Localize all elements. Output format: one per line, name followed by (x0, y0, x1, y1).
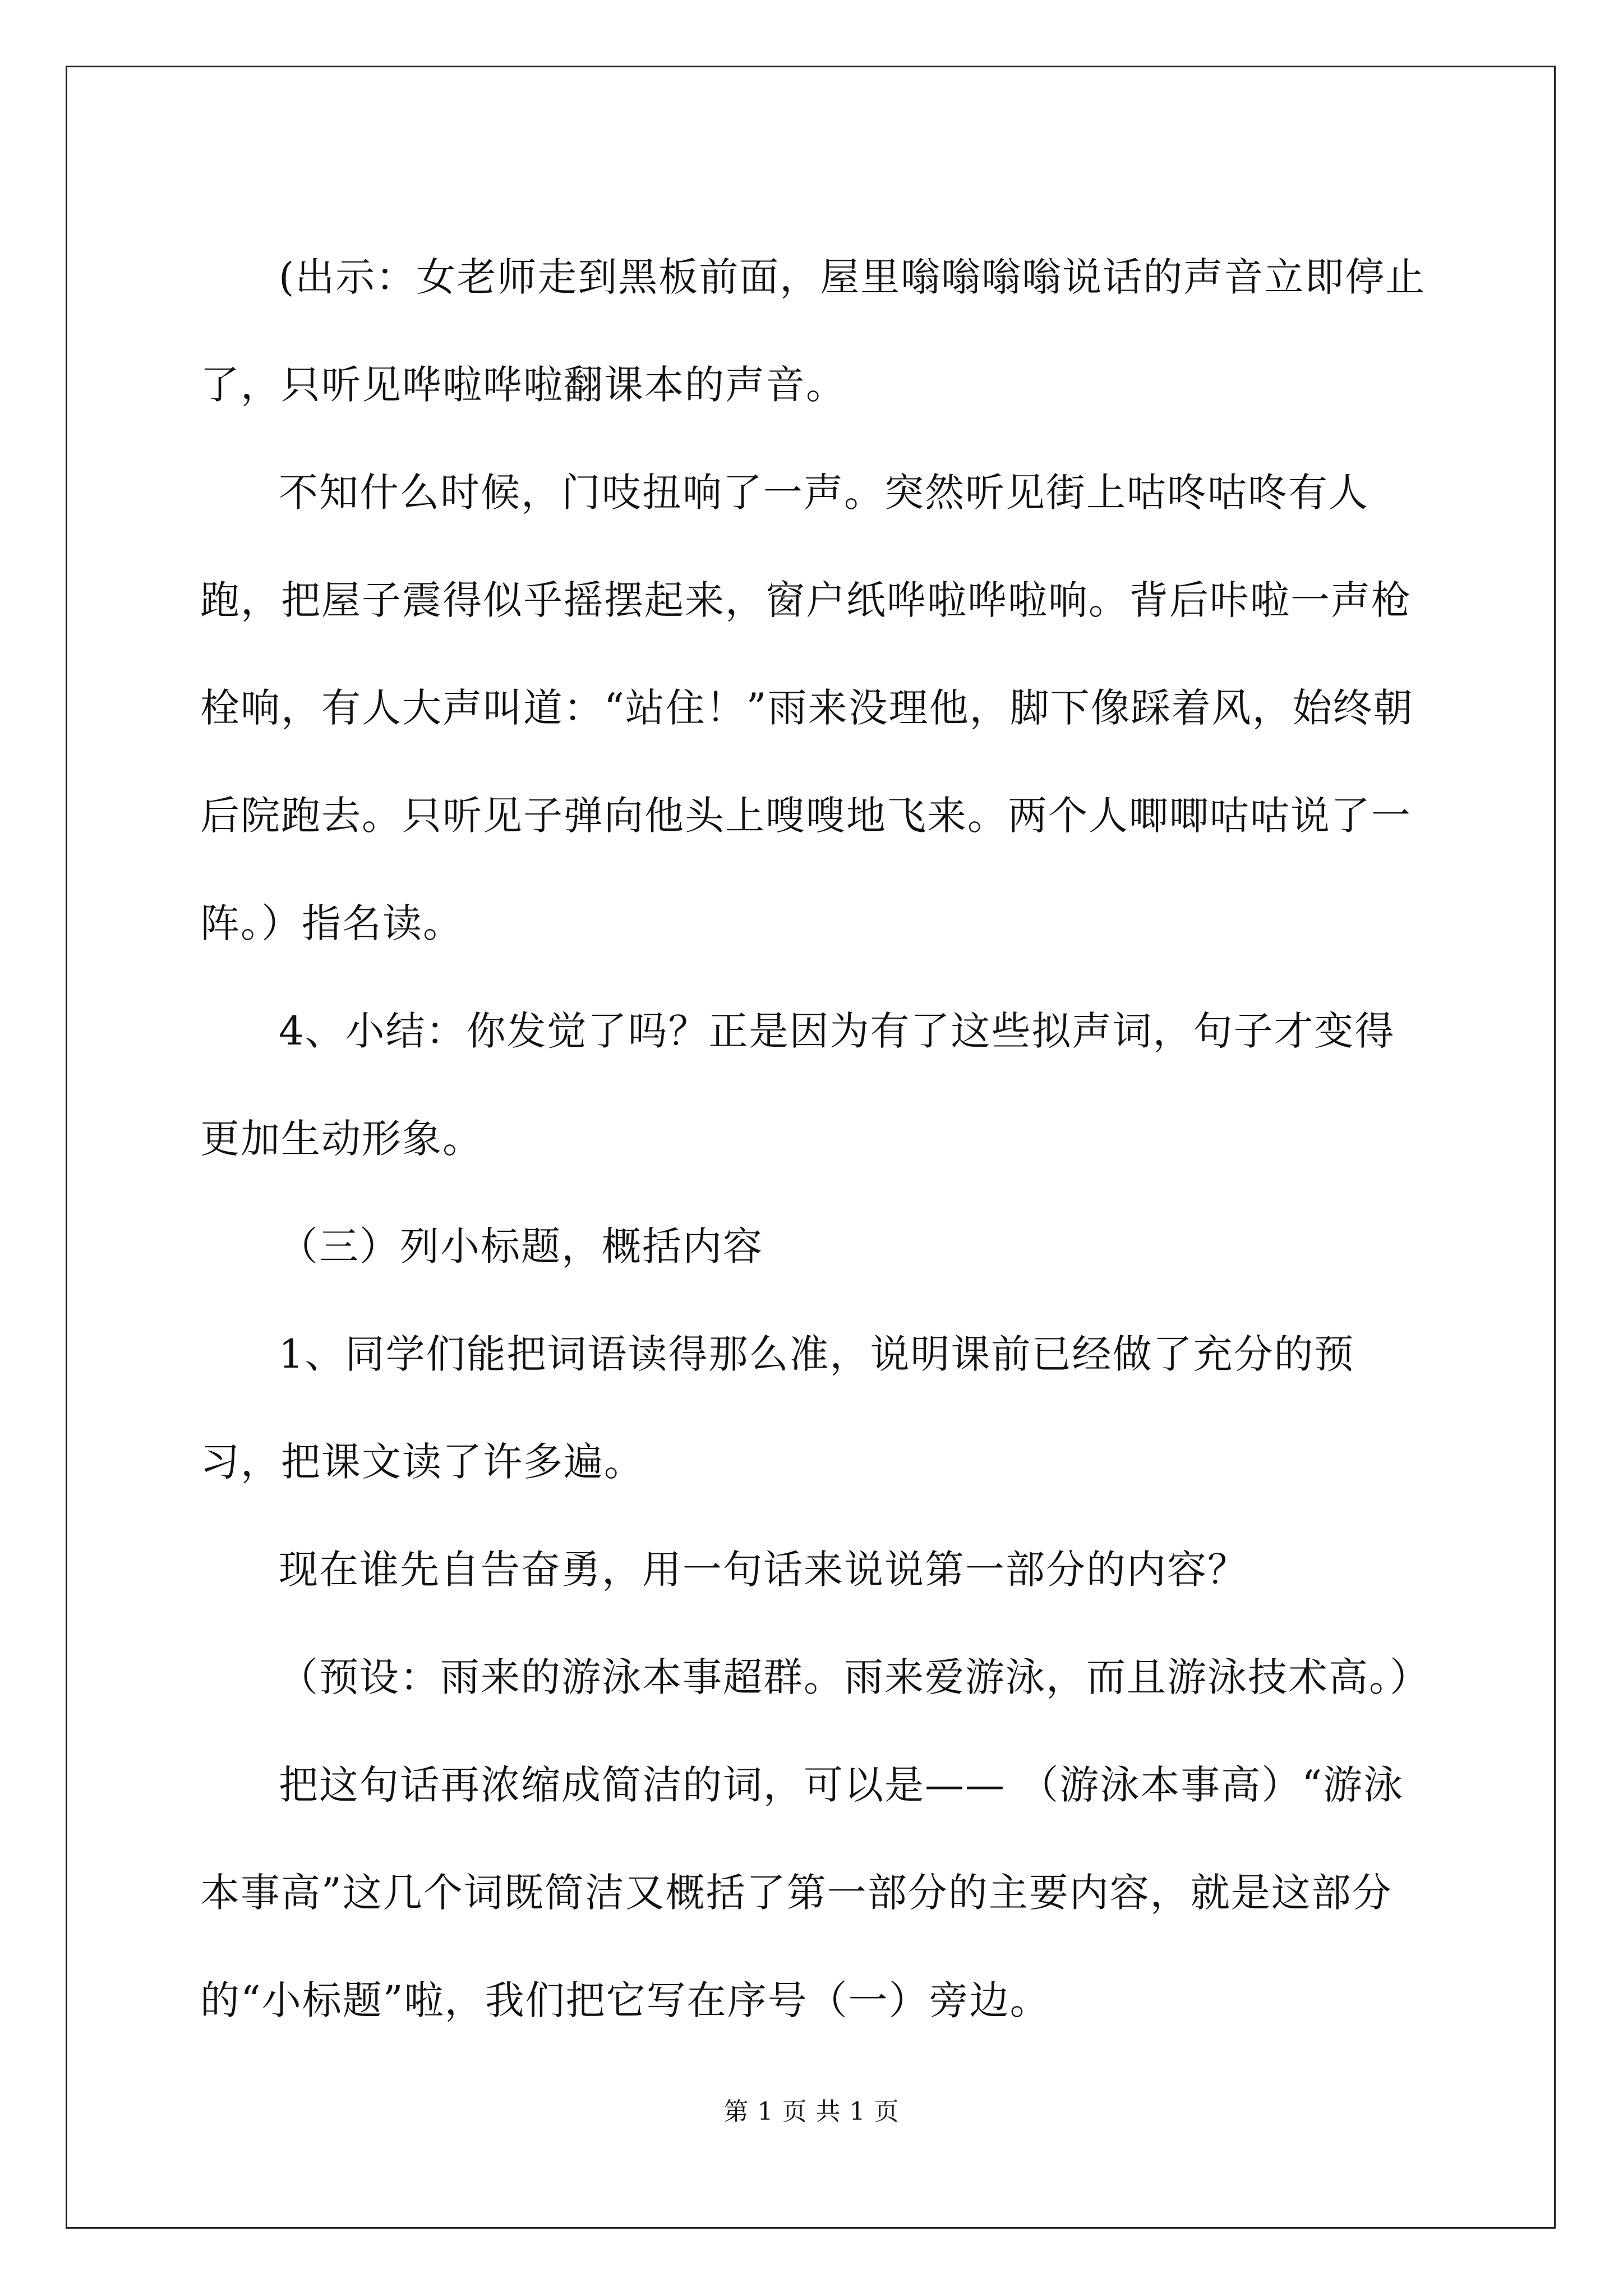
page-footer: 第 1 页 共 1 页 (723, 2097, 900, 2126)
paragraph-5: 1、同学们能把词语读得那么准，说明课前已经做了充分的预习，把课文读了许多遍。 (200, 1331, 1355, 1485)
paragraph-1: (出示：女老师走到黑板前面，屋里嗡嗡嗡嗡说话的声音立即停止了，只听见哗啦哗啦翻课本的声音。 (200, 254, 1426, 408)
paragraph-8: 把这句话再浓缩成简洁的词，可以是—— （游泳本事高）“游泳本事高”这几个词既简洁又概括了第一部分的主要内容，就是这部分的“小标题”啦，我们把它写在序号（一）旁边。 (200, 1762, 1404, 2023)
paragraph-2: 不知什么时候，门吱扭响了一声。突然听见街上咕咚咕咚有人跑，把屋子震得似乎摇摆起来，窗户纸哗啦哗啦响。背后咔啦一声枪栓响，有人大声叫道：“站住！”雨来没理他，脚下像踩着风，始终朝后院跑去。只听见子弹向他头上嗖嗖地飞来。两个人唧唧咕咕说了一阵。）指名读。 (200, 470, 1414, 946)
paragraph-4: （三）列小标题，概括内容 (279, 1223, 763, 1269)
paragraph-3: 4、小结：你发觉了吗？正是因为有了这些拟声词，句子才变得更加生动形象。 (200, 1008, 1395, 1162)
document-body (200, 223, 1434, 2054)
paragraph-7: （预设：雨来的游泳本事超群。雨来爱游泳，而且游泳技术高。） (279, 1654, 1430, 1700)
paragraph-6: 现在谁先自告奋勇，用一句话来说说第一部分的内容？ (279, 1547, 1248, 1593)
